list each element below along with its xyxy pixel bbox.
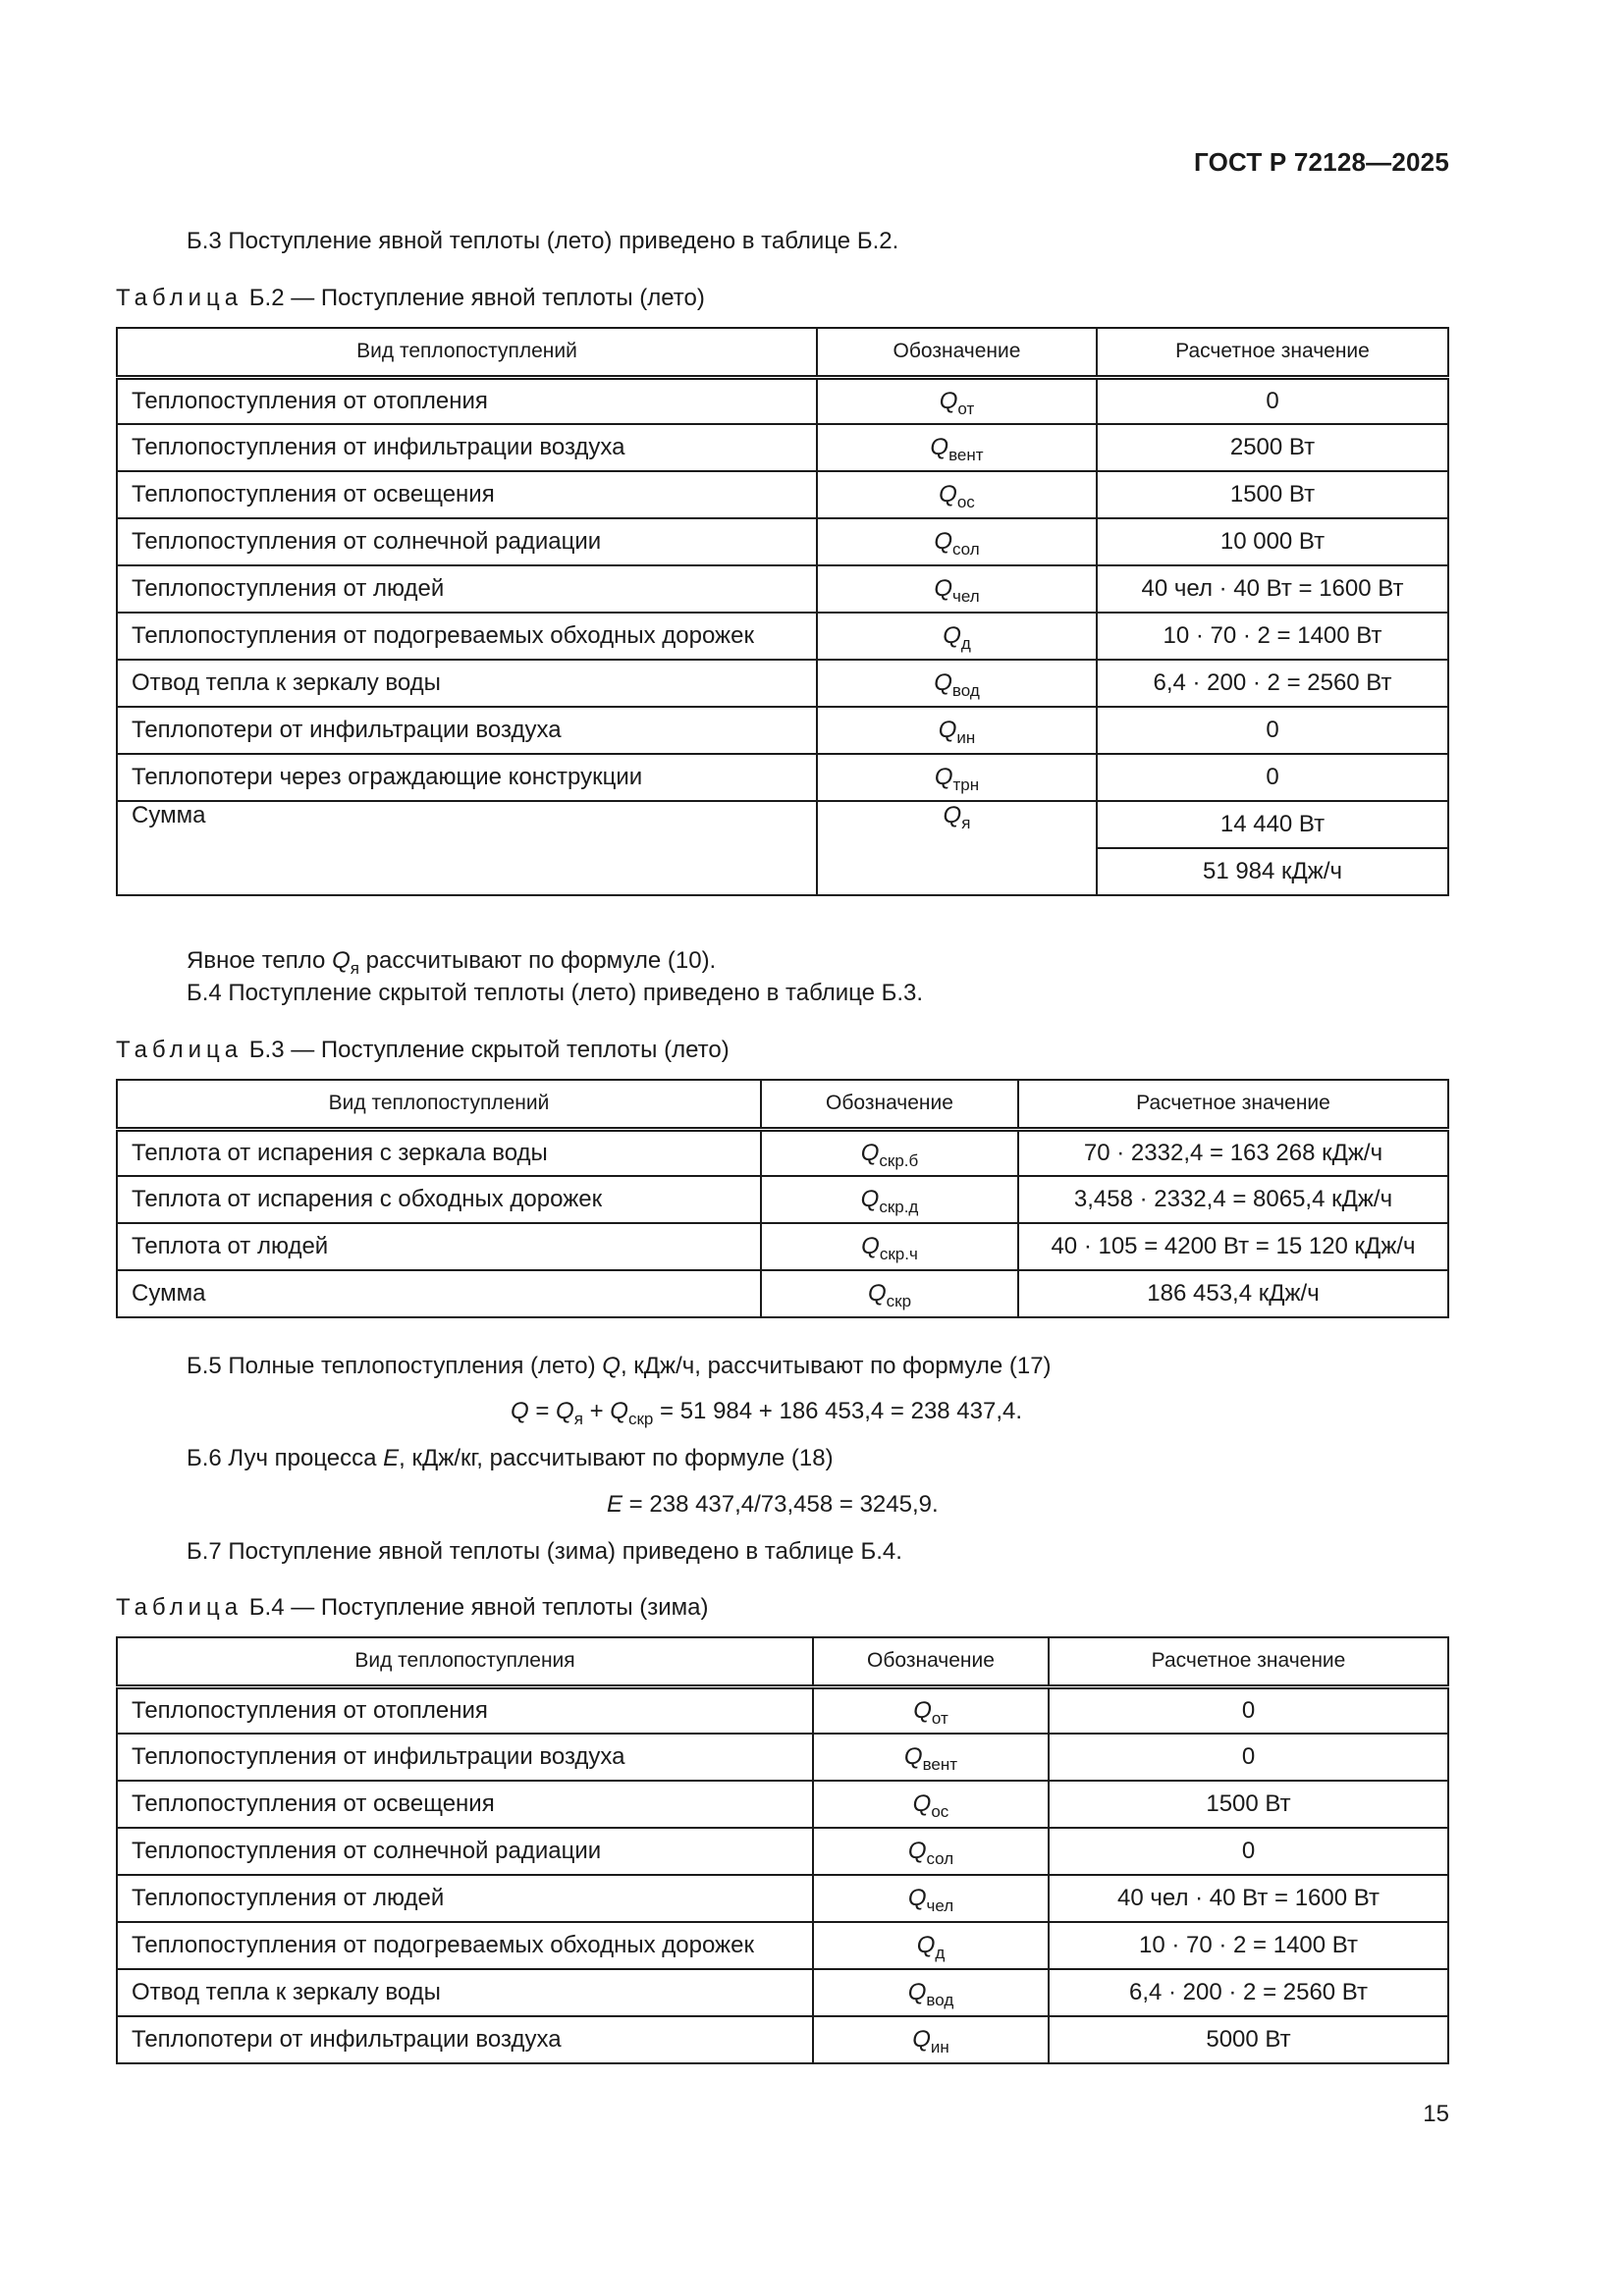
row-name: Отвод тепла к зеркалу воды — [117, 660, 817, 707]
row-name: Теплота от испарения с зеркала воды — [117, 1129, 761, 1176]
table-header-row — [117, 1637, 1448, 1686]
row-symbol: $Q_д$ — [813, 1922, 1049, 1969]
row-value: 0 — [1049, 1686, 1448, 1734]
row-symbol: $Q_{трн}$ — [817, 754, 1097, 801]
row-name: Теплопоступления от освещения — [117, 471, 817, 518]
paragraph-explicit-heat: Явное тепло $Q_я$ рассчитывают по формуле (10). — [187, 947, 717, 978]
paragraph-b7: Б.7 Поступление явной теплоты (зима) приведено в таблице Б.4. — [187, 1538, 902, 1565]
caption-text: Б.4 — Поступление явной теплоты (зима) — [243, 1594, 709, 1621]
table-b4 — [116, 1636, 1449, 2064]
caption-text: Б.2 — Поступление явной теплоты (лето) — [243, 285, 705, 311]
caption-label: Таблица — [116, 1037, 244, 1063]
row-name: Теплопоступления от солнечной радиации — [117, 1828, 813, 1875]
row-name: Теплопоступления от инфильтрации воздуха — [117, 1734, 813, 1781]
row-value: 51 984 кДж/ч — [1097, 848, 1448, 895]
row-value: 186 453,4 кДж/ч — [1018, 1270, 1448, 1317]
table-row — [117, 1875, 1448, 1922]
row-value: 10 · 70 · 2 = 1400 Вт — [1049, 1922, 1448, 1969]
row-value: 2500 Вт — [1097, 424, 1448, 471]
caption-text: Б.3 — Поступление скрытой теплоты (лето) — [243, 1037, 730, 1063]
row-name: Теплота от людей — [117, 1223, 761, 1270]
row-value: 5000 Вт — [1049, 2016, 1448, 2063]
table-row — [117, 1686, 1448, 1734]
table-row — [117, 1781, 1448, 1828]
table-row — [117, 707, 1448, 754]
row-name: Теплопоступления от людей — [117, 565, 817, 613]
table-row — [117, 1734, 1448, 1781]
row-name: Сумма — [117, 801, 817, 895]
row-value: 0 — [1049, 1734, 1448, 1781]
column-header: Расчетное значение — [1018, 1080, 1448, 1129]
row-value: 1500 Вт — [1049, 1781, 1448, 1828]
table-b4-caption — [116, 1594, 709, 1622]
row-value: 6,4 · 200 · 2 = 2560 Вт — [1049, 1969, 1448, 2016]
row-symbol: $Q_{вод}$ — [813, 1969, 1049, 2016]
row-name: Теплопоступления от отопления — [117, 377, 817, 424]
table-row — [117, 660, 1448, 707]
table-b2 — [116, 327, 1449, 896]
row-symbol: $Q_{от}$ — [813, 1686, 1049, 1734]
table-header-row — [117, 1080, 1448, 1129]
table-row — [117, 1223, 1448, 1270]
row-value: 14 440 Вт — [1097, 801, 1448, 848]
column-header: Расчетное значение — [1049, 1637, 1448, 1686]
row-value: 0 — [1097, 707, 1448, 754]
row-value: 3,458 · 2332,4 = 8065,4 кДж/ч — [1018, 1176, 1448, 1223]
page-number: 15 — [1423, 2101, 1449, 2127]
document-code: ГОСТ Р 72128—2025 — [1194, 147, 1449, 177]
row-name: Теплопоступления от отопления — [117, 1686, 813, 1734]
table-b3-caption — [116, 1037, 730, 1064]
row-name: Теплопоступления от освещения — [117, 1781, 813, 1828]
table-row — [117, 518, 1448, 565]
table-b3 — [116, 1079, 1449, 1318]
row-value: 10 000 Вт — [1097, 518, 1448, 565]
column-header: Обозначение — [761, 1080, 1018, 1129]
row-symbol: $Q_{скр.ч}$ — [761, 1223, 1018, 1270]
row-symbol: $Q_{скр.д}$ — [761, 1176, 1018, 1223]
table-b2-caption — [116, 285, 705, 312]
table-row — [117, 1129, 1448, 1176]
row-name: Теплота от испарения с обходных дорожек — [117, 1176, 761, 1223]
row-name: Теплопотери от инфильтрации воздуха — [117, 2016, 813, 2063]
row-symbol: $Q_{сол}$ — [817, 518, 1097, 565]
table-row — [117, 1922, 1448, 1969]
table-b4-body — [117, 1686, 1448, 2063]
row-value: 70 · 2332,4 = 163 268 кДж/ч — [1018, 1129, 1448, 1176]
column-header: Вид теплопоступлений — [117, 1080, 761, 1129]
table-row — [117, 1176, 1448, 1223]
table-row — [117, 754, 1448, 801]
row-value: 10 · 70 · 2 = 1400 Вт — [1097, 613, 1448, 660]
row-name: Теплопоступления от подогреваемых обходных дорожек — [117, 613, 817, 660]
row-name: Теплопоступления от людей — [117, 1875, 813, 1922]
row-symbol: $Q_{скр.б}$ — [761, 1129, 1018, 1176]
row-name: Сумма — [117, 1270, 761, 1317]
row-symbol: $Q_{вент}$ — [817, 424, 1097, 471]
table-row — [117, 1828, 1448, 1875]
table-row — [117, 2016, 1448, 2063]
row-symbol: $Q_{чел}$ — [817, 565, 1097, 613]
column-header: Вид теплопоступления — [117, 1637, 813, 1686]
row-name: Теплопоступления от солнечной радиации — [117, 518, 817, 565]
row-symbol: $Q_{чел}$ — [813, 1875, 1049, 1922]
column-header: Обозначение — [817, 328, 1097, 377]
caption-label: Таблица — [116, 1594, 244, 1621]
row-name: Отвод тепла к зеркалу воды — [117, 1969, 813, 2016]
row-value: 1500 Вт — [1097, 471, 1448, 518]
row-value: 6,4 · 200 · 2 = 2560 Вт — [1097, 660, 1448, 707]
row-value: 0 — [1049, 1828, 1448, 1875]
row-value: 40 чел · 40 Вт = 1600 Вт — [1049, 1875, 1448, 1922]
paragraph-b6: Б.6 Луч процесса E, кДж/кг, рассчитывают по формуле (18) — [187, 1445, 834, 1471]
row-value: 40 чел · 40 Вт = 1600 Вт — [1097, 565, 1448, 613]
row-symbol: $Q_{ос}$ — [817, 471, 1097, 518]
row-symbol: $Q_{ин}$ — [813, 2016, 1049, 2063]
row-name: Теплопотери от инфильтрации воздуха — [117, 707, 817, 754]
formula-process-ray: E = 238 437,4/73,458 = 3245,9. — [607, 1491, 939, 1518]
table-b2-sum — [117, 801, 1448, 895]
row-symbol: $Q_{скр}$ — [761, 1270, 1018, 1317]
row-symbol: $Q_{ос}$ — [813, 1781, 1049, 1828]
formula-total-heat: $Q = Q_я + Q_{скр} = 51$ 984 + 186 453,4 = 238 437,4. — [511, 1398, 1023, 1428]
row-value: 0 — [1097, 754, 1448, 801]
paragraph-b3: Б.3 Поступление явной теплоты (лето) приведено в таблице Б.2. — [187, 228, 899, 254]
table-b2-body — [117, 377, 1448, 801]
table-row — [117, 1270, 1448, 1317]
table-b3-body — [117, 1129, 1448, 1317]
row-symbol: $Q_{вод}$ — [817, 660, 1097, 707]
table-row — [117, 471, 1448, 518]
table-row — [117, 613, 1448, 660]
row-name: Теплопоступления от подогреваемых обходных дорожек — [117, 1922, 813, 1969]
row-value: 0 — [1097, 377, 1448, 424]
table-header-row — [117, 328, 1448, 377]
row-symbol: $Q_{ин}$ — [817, 707, 1097, 754]
row-symbol: $Q_д$ — [817, 613, 1097, 660]
row-symbol: $Q_{вент}$ — [813, 1734, 1049, 1781]
table-row — [117, 1969, 1448, 2016]
row-value: 40 · 105 = 4200 Вт = 15 120 кДж/ч — [1018, 1223, 1448, 1270]
row-symbol: $Q_я$ — [817, 801, 1097, 895]
table-row — [117, 377, 1448, 424]
column-header: Вид теплопоступлений — [117, 328, 817, 377]
column-header: Расчетное значение — [1097, 328, 1448, 377]
paragraph-b5: Б.5 Полные теплопоступления (лето) Q, кДж/ч, рассчитывают по формуле (17) — [187, 1353, 1052, 1379]
caption-label: Таблица — [116, 285, 244, 311]
row-name: Теплопоступления от инфильтрации воздуха — [117, 424, 817, 471]
row-symbol: $Q_{от}$ — [817, 377, 1097, 424]
row-name: Теплопотери через ограждающие конструкции — [117, 754, 817, 801]
row-symbol: $Q_{сол}$ — [813, 1828, 1049, 1875]
table-row — [117, 565, 1448, 613]
column-header: Обозначение — [813, 1637, 1049, 1686]
paragraph-b4: Б.4 Поступление скрытой теплоты (лето) приведено в таблице Б.3. — [187, 980, 924, 1006]
table-row-sum — [117, 801, 1448, 848]
table-row — [117, 424, 1448, 471]
